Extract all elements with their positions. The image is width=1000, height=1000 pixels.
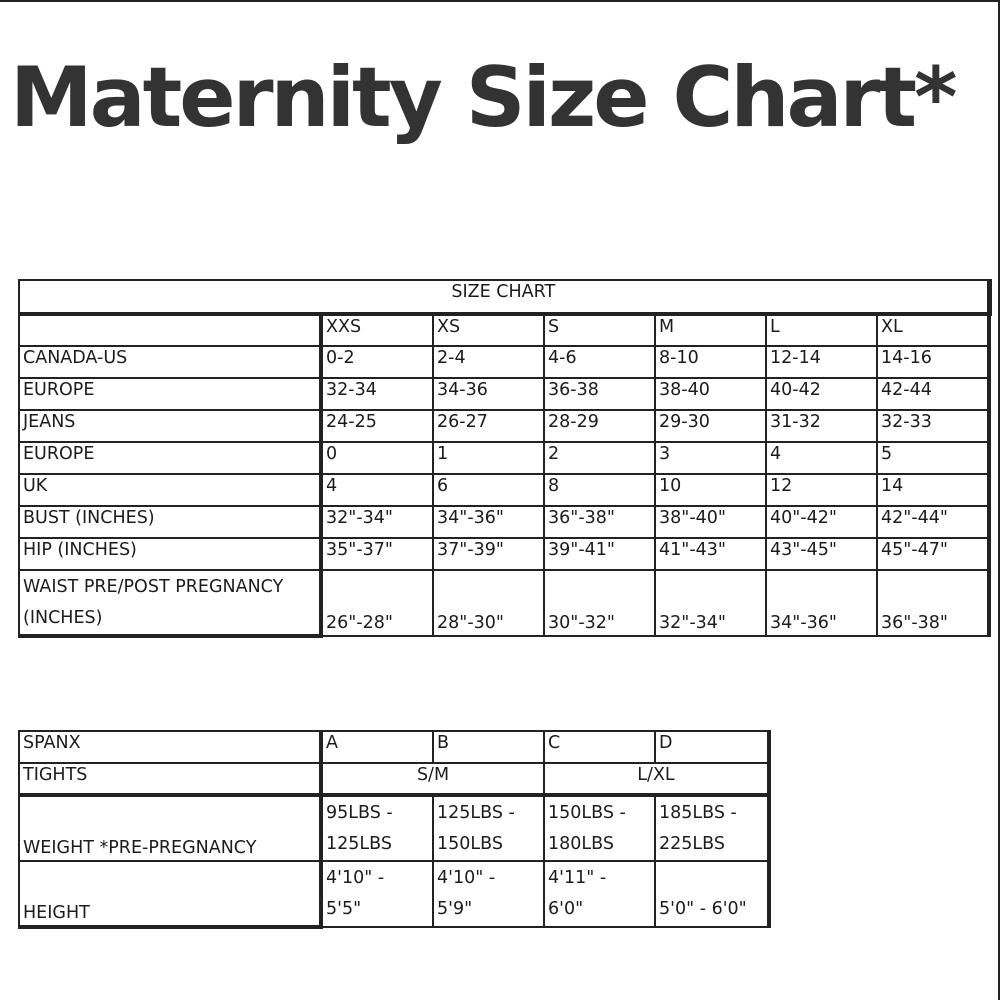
value-cell: 0 [321,442,433,474]
value-cell: D [655,731,769,763]
value-cell: 26-27 [433,410,544,442]
value-cell: 43"-45" [766,538,877,570]
cell-line: 4'11" - [548,868,607,889]
size-header-cell: S [544,314,655,346]
row-label: HIP (INCHES) [19,538,321,570]
size-header-cell: L [766,314,877,346]
value-cell: 30"-32" [544,570,655,636]
value-cell [321,861,433,926]
table-row [19,570,989,636]
value-cell: 32-33 [877,410,989,442]
value-cell: 4 [766,442,877,474]
value-cell [655,795,769,861]
value-cell: 32"-34" [321,506,433,538]
row-label: SPANX [19,731,321,763]
page-title: Maternity Size Chart* [10,49,955,146]
size-chart-caption-row [19,280,989,314]
row-label [19,570,321,636]
cell-line: 6'0" [548,898,584,919]
table-row [19,346,989,378]
value-cell: 28"-30" [433,570,544,636]
cell-line: 180LBS [548,833,614,854]
value-cell: S/M [321,763,544,795]
value-cell: 36"-38" [544,506,655,538]
row-label: CANADA-US [19,346,321,378]
cell-line: 4'10" - [326,868,385,889]
value-cell: 45"-47" [877,538,989,570]
value-cell: 14 [877,474,989,506]
value-cell: 31-32 [766,410,877,442]
value-cell: 35"-37" [321,538,433,570]
value-cell [544,795,655,861]
row-label: JEANS [19,410,321,442]
size-header-cell: XXS [321,314,433,346]
value-cell [321,795,433,861]
cell-line: 225LBS [659,833,725,854]
row-label: TIGHTS [19,763,321,795]
value-cell: 42-44 [877,378,989,410]
value-cell: 38-40 [655,378,766,410]
corner-cell [19,314,321,346]
cell-line: 5'9" [437,898,473,919]
value-cell [433,861,544,926]
row-label: WEIGHT *PRE-PREGNANCY [19,795,321,861]
size-chart-caption: SIZE CHART [19,280,989,314]
value-cell: 42"-44" [877,506,989,538]
value-cell: 39"-41" [544,538,655,570]
value-cell: 32-34 [321,378,433,410]
value-cell: 36"-38" [877,570,989,636]
spanx-row [19,731,769,763]
row-label: EUROPE [19,442,321,474]
cell-line: 150LBS [437,833,503,854]
row-label: EUROPE [19,378,321,410]
value-cell: 0-2 [321,346,433,378]
value-cell: C [544,731,655,763]
table-row [19,474,989,506]
cell-line: 5'5" [326,898,362,919]
table-row [19,378,989,410]
value-cell: 12 [766,474,877,506]
row-label: HEIGHT [19,861,321,926]
value-cell: 3 [655,442,766,474]
value-cell: 5 [877,442,989,474]
value-cell: 6 [433,474,544,506]
value-cell: 34"-36" [433,506,544,538]
value-cell: 12-14 [766,346,877,378]
value-cell: 10 [655,474,766,506]
value-cell: 40"-42" [766,506,877,538]
value-cell: B [433,731,544,763]
value-cell: 38"-40" [655,506,766,538]
value-cell: 34-36 [433,378,544,410]
table-row [19,538,989,570]
value-cell: 41"-43" [655,538,766,570]
row-label: UK [19,474,321,506]
size-chart-table [18,279,992,638]
value-cell: 34"-36" [766,570,877,636]
value-cell [544,861,655,926]
cell-line: 125LBS [326,833,392,854]
top-border [0,0,1000,2]
cell-line: 95LBS - [326,803,393,823]
value-cell: 29-30 [655,410,766,442]
height-row [19,861,769,926]
table-row [19,410,989,442]
value-cell: 2-4 [433,346,544,378]
size-header-cell: XL [877,314,989,346]
cell-line: (INCHES) [23,607,103,628]
value-cell: 14-16 [877,346,989,378]
cell-line: 5'0" - 6'0" [659,898,747,919]
value-cell: 28-29 [544,410,655,442]
value-cell: 4 [321,474,433,506]
cell-line: 150LBS - [548,803,626,823]
cell-line: 185LBS - [659,803,737,823]
weight-row [19,795,769,861]
value-cell: 2 [544,442,655,474]
value-cell: 40-42 [766,378,877,410]
value-cell: L/XL [544,763,769,795]
cell-line: 125LBS - [437,803,515,823]
table-row [19,442,989,474]
value-cell: 24-25 [321,410,433,442]
value-cell: 4-6 [544,346,655,378]
value-cell: 8 [544,474,655,506]
cell-line: 4'10" - [437,868,496,889]
spanx-chart-table [18,730,771,929]
value-cell [655,861,769,926]
tights-row [19,763,769,795]
size-header-row [19,314,989,346]
table-row [19,506,989,538]
row-label: BUST (INCHES) [19,506,321,538]
value-cell [433,795,544,861]
value-cell: 8-10 [655,346,766,378]
size-header-cell: XS [433,314,544,346]
value-cell: 32"-34" [655,570,766,636]
value-cell: 36-38 [544,378,655,410]
value-cell: 26"-28" [321,570,433,636]
value-cell: 1 [433,442,544,474]
cell-line [659,863,764,894]
value-cell: A [321,731,433,763]
value-cell: 37"-39" [433,538,544,570]
size-header-cell: M [655,314,766,346]
cell-line: WAIST PRE/POST PREGNANCY [23,577,284,597]
